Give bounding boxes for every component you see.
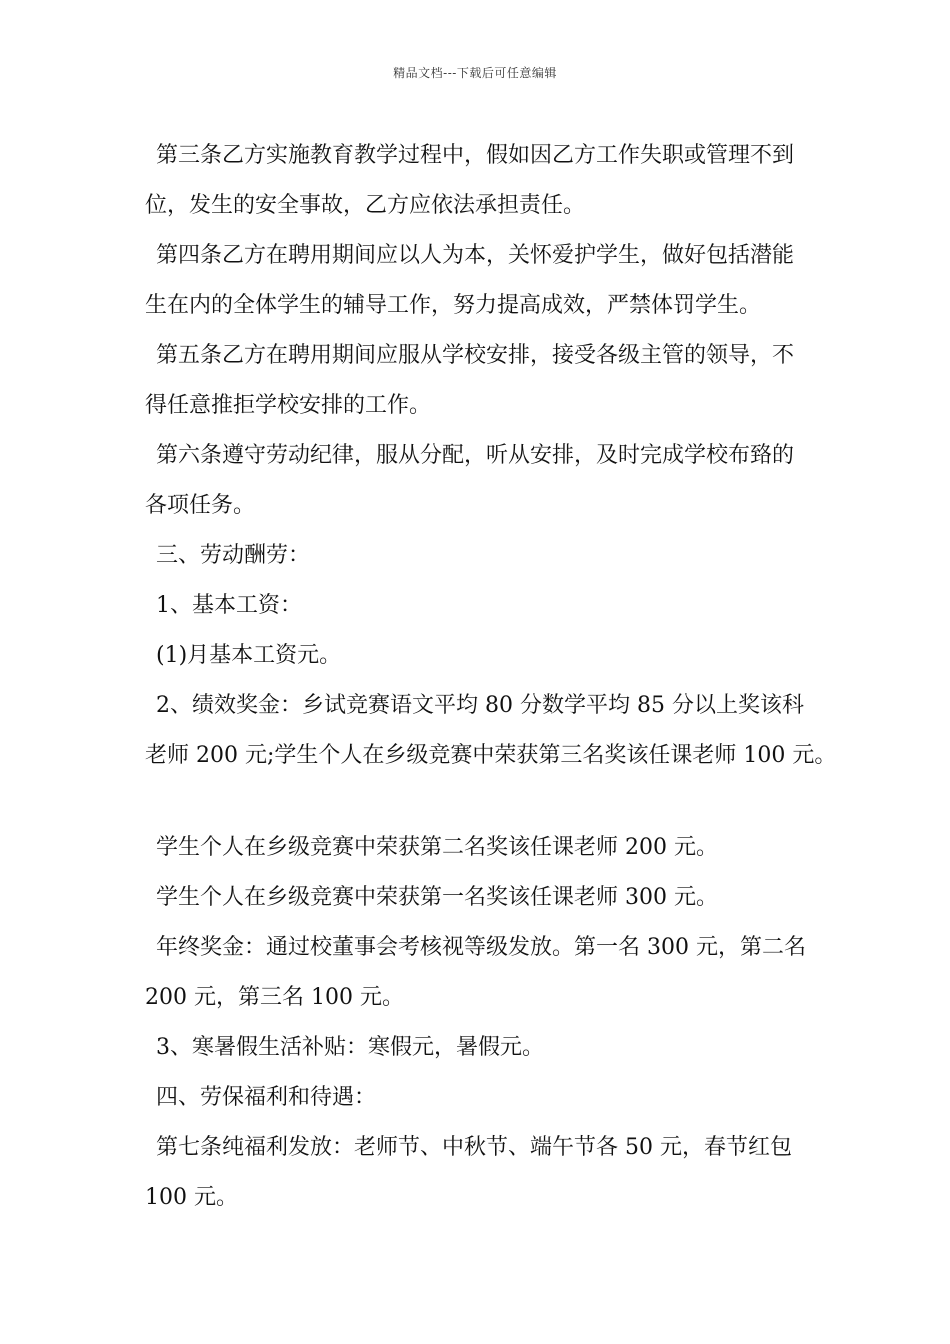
paragraph-line: (1)月基本工资元。 <box>156 643 342 668</box>
paragraph-line: 学生个人在乡级竞赛中荣获第二名奖该任课老师 200 元。 <box>156 835 718 860</box>
page-header: 精品文档---下载后可任意编辑 <box>393 66 557 80</box>
section-heading: 三、劳动酬劳： <box>156 543 311 568</box>
paragraph-line: 第六条遵守劳动纪律，服从分配，听从安排，及时完成学校布臵的 <box>156 443 795 468</box>
paragraph-line: 第七条纯福利发放：老师节、中秋节、端午节各 50 元，春节红包 <box>156 1135 792 1160</box>
section-heading: 四、劳保福利和待遇： <box>156 1085 377 1110</box>
paragraph-line: 得任意推拒学校安排的工作。 <box>145 393 432 418</box>
paragraph-line: 第三条乙方实施教育教学过程中，假如因乙方工作失职或管理不到 <box>156 143 795 168</box>
paragraph-line: 第四条乙方在聘用期间应以人为本，关怀爱护学生，做好包括潜能 <box>156 243 795 268</box>
paragraph-line: 100 元。 <box>145 1185 238 1210</box>
paragraph-line: 年终奖金：通过校董事会考核视等级发放。第一名 300 元，第二名 <box>156 935 806 960</box>
spacer <box>145 781 845 823</box>
paragraph-line: 第五条乙方在聘用期间应服从学校安排，接受各级主管的领导，不 <box>156 343 795 368</box>
paragraph-line: 200 元，第三名 100 元。 <box>145 985 404 1010</box>
paragraph-line: 3、寒暑假生活补贴：寒假元，暑假元。 <box>156 1035 544 1060</box>
paragraph-line: 生在内的全体学生的辅导工作，努力提高成效，严禁体罚学生。 <box>145 293 762 318</box>
paragraph-line: 各项任务。 <box>145 493 256 518</box>
paragraph-line: 位，发生的安全事故，乙方应依法承担责任。 <box>145 193 586 218</box>
document-body <box>145 131 845 1223</box>
paragraph-line: 老师 200 元;学生个人在乡级竞赛中荣获第三名奖该任课老师 100 元。 <box>145 743 837 768</box>
paragraph-line: 2、绩效奖金：乡试竞赛语文平均 80 分数学平均 85 分以上奖该科 <box>156 693 804 718</box>
subsection-heading: 1、基本工资： <box>156 593 302 618</box>
paragraph-line: 学生个人在乡级竞赛中荣获第一名奖该任课老师 300 元。 <box>156 885 718 910</box>
